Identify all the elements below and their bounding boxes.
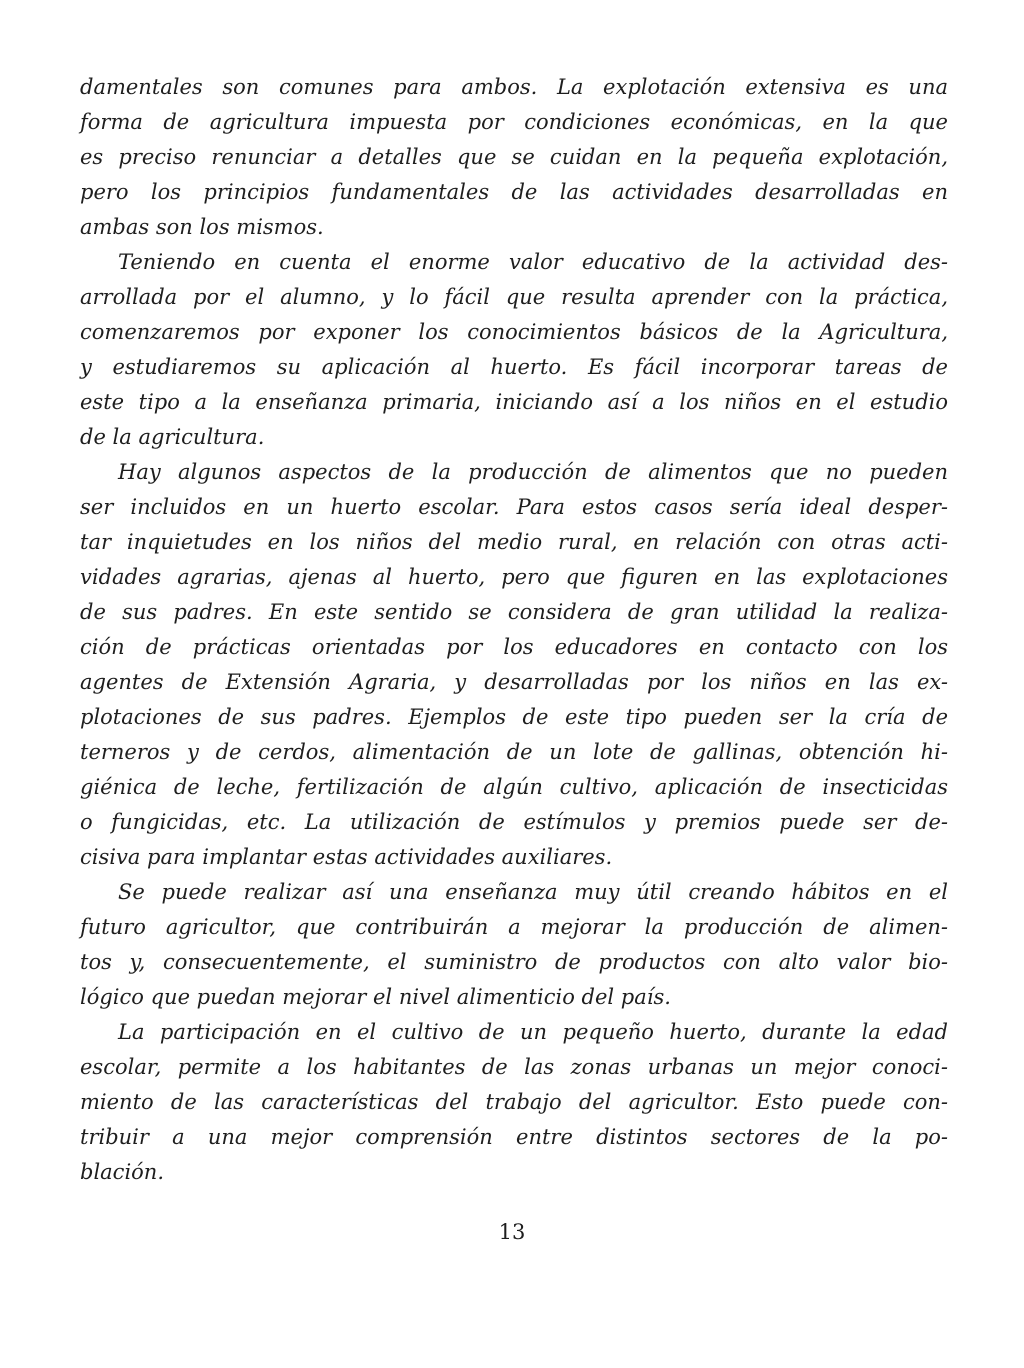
text-line: ción de prácticas orientadas por los educadores en contacto con los (80, 635, 948, 659)
text-line: y estudiaremos su aplicación al huerto. Es fácil incorporar tareas de (80, 355, 948, 379)
text-line: ser incluidos en un huerto escolar. Para estos casos sería ideal desper- (80, 495, 948, 519)
text-line: de sus padres. En este sentido se considera de gran utilidad la realiza- (80, 600, 948, 624)
paragraph-2 (80, 245, 948, 455)
paragraph-5 (80, 1015, 948, 1190)
text-line: forma de agricultura impuesta por condiciones económicas, en la que (80, 110, 948, 134)
text-line: giénica de leche, fertilización de algún cultivo, aplicación de insecticidas (80, 775, 948, 799)
text-line: escolar, permite a los habitantes de las zonas urbanas un mejor conoci- (80, 1055, 948, 1079)
text-line: de la agricultura. (80, 425, 265, 449)
page-number: 13 (498, 1220, 526, 1244)
text-line: terneros y de cerdos, alimentación de un lote de gallinas, obtención hi- (80, 740, 948, 764)
text-line: vidades agrarias, ajenas al huerto, pero que figuren en las explotaciones (80, 565, 948, 589)
text-line: blación. (80, 1160, 164, 1184)
text-line: Hay algunos aspectos de la producción de alimentos que no pueden (118, 460, 948, 484)
document-body (80, 70, 948, 1190)
text-line: agentes de Extensión Agraria, y desarrolladas por los niños en las ex- (80, 670, 948, 694)
text-line: arrollada por el alumno, y lo fácil que resulta aprender con la práctica, (80, 285, 948, 309)
text-line: tar inquietudes en los niños del medio rural, en relación con otras acti- (80, 530, 948, 554)
text-line: tribuir a una mejor comprensión entre distintos sectores de la po- (80, 1125, 948, 1149)
text-line: La participación en el cultivo de un pequeño huerto, durante la edad (118, 1020, 948, 1044)
paragraph-1 (80, 70, 948, 245)
text-line: damentales son comunes para ambos. La explotación extensiva es una (80, 75, 948, 99)
paragraph-4 (80, 875, 948, 1015)
text-line: miento de las características del trabajo del agricultor. Esto puede con- (80, 1090, 948, 1114)
text-line: Se puede realizar así una enseñanza muy útil creando hábitos en el (118, 880, 948, 904)
text-line: ambas son los mismos. (80, 215, 324, 239)
text-line: tos y, consecuentemente, el suministro de productos con alto valor bio- (80, 950, 948, 974)
text-line: pero los principios fundamentales de las actividades desarrolladas en (80, 180, 948, 204)
text-line: comenzaremos por exponer los conocimientos básicos de la Agricultura, (80, 320, 948, 344)
text-line: este tipo a la enseñanza primaria, iniciando así a los niños en el estudio (80, 390, 948, 414)
text-line: cisiva para implantar estas actividades auxiliares. (80, 845, 613, 869)
paragraph-3 (80, 455, 948, 875)
text-line: o fungicidas, etc. La utilización de estímulos y premios puede ser de- (80, 810, 948, 834)
text-line: futuro agricultor, que contribuirán a mejorar la producción de alimen- (80, 915, 948, 939)
text-line: plotaciones de sus padres. Ejemplos de este tipo pueden ser la cría de (80, 705, 948, 729)
text-line: es preciso renunciar a detalles que se cuidan en la pequeña explotación, (80, 145, 948, 169)
text-line: lógico que puedan mejorar el nivel alimenticio del país. (80, 985, 671, 1009)
text-line: Teniendo en cuenta el enorme valor educativo de la actividad des- (118, 250, 948, 274)
